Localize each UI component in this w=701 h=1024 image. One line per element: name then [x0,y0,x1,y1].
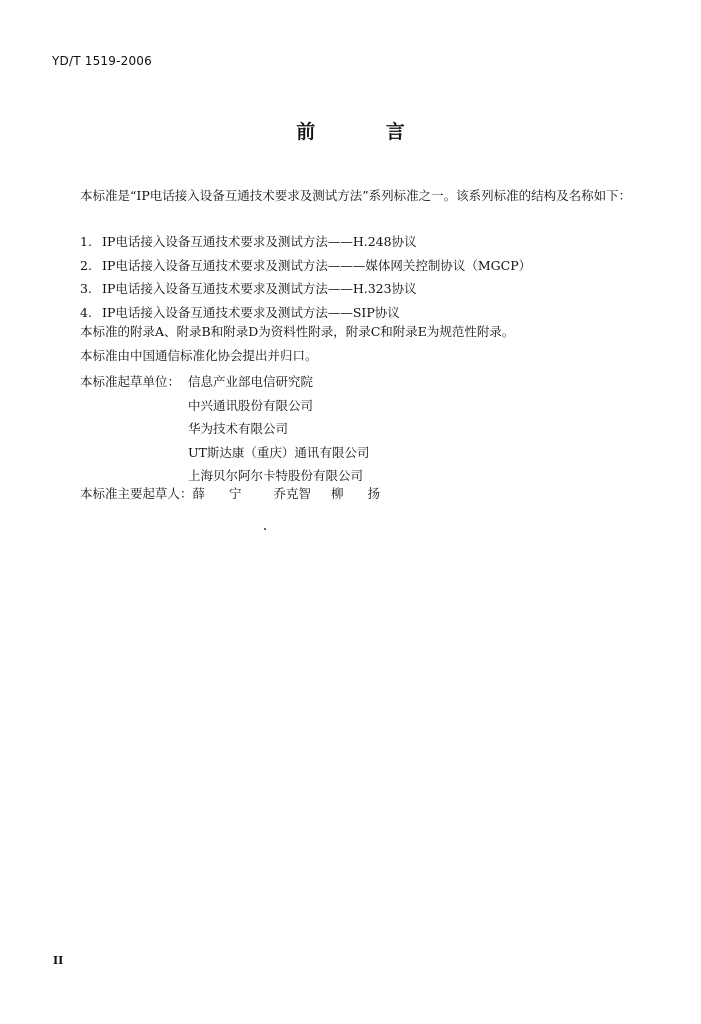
list-item-text: IP电话接入设备互通技术要求及测试方法——H.323协议 [102,281,417,296]
list-item-number: 4. [80,304,92,320]
page-title: 前 言 [296,121,437,143]
drafting-unit-row [80,417,369,441]
page-number: II [53,954,64,967]
standard-code: YD/T 1519-2006 [52,54,152,68]
drafting-unit-row [80,441,369,465]
drafting-unit: 信息产业部电信研究院 [188,374,314,389]
list-item-number: 3. [80,281,92,296]
main-drafters-label: 本标准主要起草人： [80,486,193,501]
scan-speck [264,528,266,530]
drafter-name: 乔克智 [273,486,312,501]
series-list [80,230,531,324]
drafting-unit: 上海贝尔阿尔卡特股份有限公司 [188,468,364,483]
appendix-note: 本标准的附录A、附录B和附录D为资料性附录，附录C和附录E为规范性附录。 [80,324,515,339]
intro-paragraph: 本标准是“IP电话接入设备互通技术要求及测试方法”系列标准之一。该系列标准的结构及名称如下： [80,188,632,203]
list-item-text: IP电话接入设备互通技术要求及测试方法——SIP协议 [102,304,400,320]
drafting-unit-row [80,394,369,418]
drafting-units-label: 本标准起草单位： [80,374,181,389]
list-item [80,301,531,325]
drafting-unit: UT斯达康（重庆）通讯有限公司 [188,444,370,460]
list-item [80,277,531,301]
main-drafters [80,484,412,502]
drafter-name: 柳 扬 [331,486,390,501]
drafting-unit: 华为技术有限公司 [188,421,289,436]
drafting-unit: 中兴通讯股份有限公司 [188,397,314,413]
list-item-number: 2. [80,257,92,273]
drafter-name: 薛 宁 [192,486,252,501]
list-item-number: 1. [80,234,92,249]
proposer-note: 本标准由中国通信标准化协会提出并归口。 [80,348,318,363]
list-item-text: IP电话接入设备互通技术要求及测试方法———媒体网关控制协议（MGCP） [102,257,532,273]
list-item-text: IP电话接入设备互通技术要求及测试方法——H.248协议 [102,234,417,249]
list-item [80,254,531,278]
drafting-unit-row [80,370,369,394]
list-item [80,230,531,254]
drafting-units [80,370,369,488]
